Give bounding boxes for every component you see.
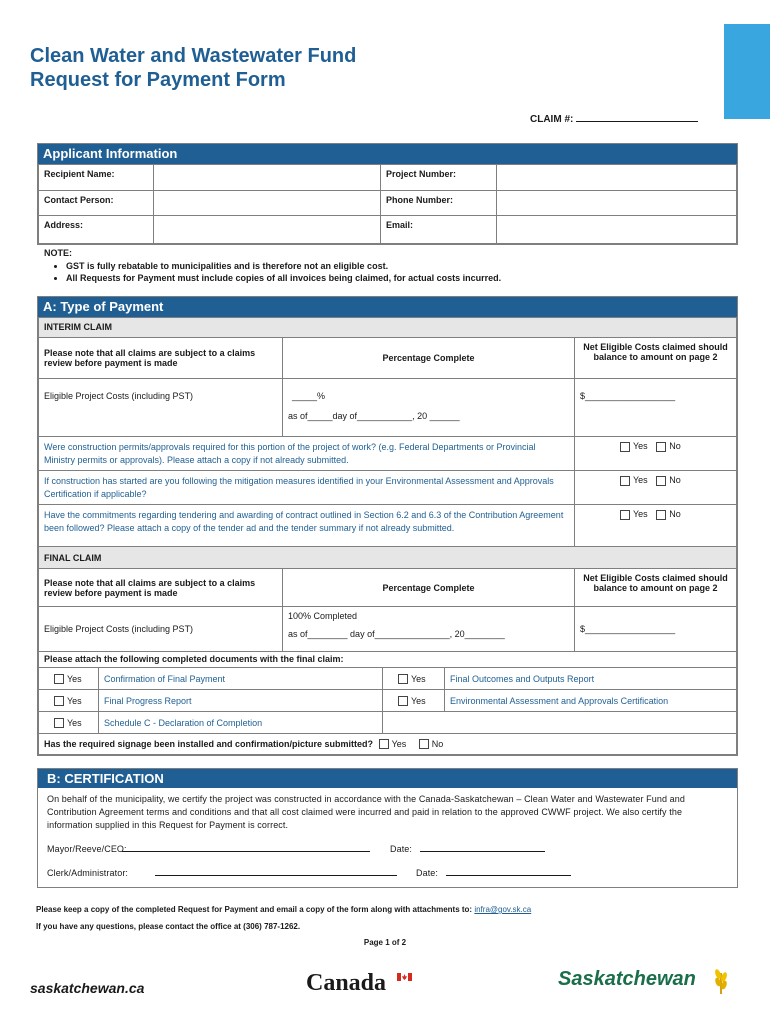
clerk-signature-field[interactable]	[155, 867, 397, 876]
wheat-icon	[710, 965, 732, 995]
yes-label: Yes	[633, 475, 648, 485]
no-label: No	[669, 441, 681, 451]
final-net-header: Net Eligible Costs claimed should balance to amount on page 2	[575, 569, 737, 607]
type-of-payment-section	[37, 296, 738, 756]
doc-outcomes-label: Final Outcomes and Outputs Report	[450, 673, 595, 684]
signage-question: Has the required signage been installed and confirmation/picture submitted?	[44, 738, 374, 749]
no-label: No	[431, 738, 444, 749]
clerk-date-field[interactable]	[446, 867, 571, 876]
permits-yes-checkbox[interactable]	[620, 442, 630, 452]
certification-statement: On behalf of the municipality, we certify the project was constructed in accordance with the Canada-Saskatchewan – Clean Water and Wastewater Fund and Contribution Agreement terms and conditions and that all cost claimed were incurred and paid in relation to the approved CWWF project. We also certify the information supplied in this Request for Payment is correct.	[47, 794, 685, 830]
tendering-no-checkbox[interactable]	[656, 510, 666, 520]
final-percentage-value: 100% Completed	[288, 611, 358, 621]
note-item: • All Requests for Payment must include copies of all invoices being claimed, for actual costs incurred.	[66, 272, 501, 285]
type-of-payment-heading: A: Type of Payment	[38, 297, 737, 317]
contact-instruction: If you have any questions, please contact the office at (306) 787-1262.	[36, 922, 301, 931]
claim-number	[530, 112, 698, 125]
doc-outcomes-checkbox[interactable]	[398, 674, 408, 684]
interim-net-header: Net Eligible Costs claimed should balance to amount on page 2	[575, 338, 737, 379]
certification-heading: B: CERTIFICATION	[38, 769, 737, 788]
interim-eligible-costs-label: Eligible Project Costs (including PST)	[39, 379, 283, 437]
doc-schedule-c-checkbox[interactable]	[54, 718, 64, 728]
yes-label: Yes	[67, 673, 82, 684]
applicant-section	[37, 143, 738, 245]
page-title	[30, 44, 356, 92]
yes-label: Yes	[391, 738, 407, 749]
title-line-1: Clean Water and Wastewater Fund	[30, 45, 357, 67]
final-claim-label: FINAL CLAIM	[39, 547, 737, 569]
title-line-2: Request for Payment Form	[30, 69, 286, 91]
mayor-signature-field[interactable]	[122, 843, 370, 852]
address-label: Address:	[39, 216, 154, 244]
interim-percentage-header: Percentage Complete	[283, 338, 575, 379]
project-number-label: Project Number:	[381, 165, 497, 191]
doc-progress-checkbox[interactable]	[54, 696, 64, 706]
interim-question-permits: Were construction permits/approvals required for this portion of the project of work? (e.g. Federal Departments or Provincial Ministry permits or approvals). Please attach a copy if not already submitted.	[39, 437, 575, 471]
contact-person-label: Contact Person:	[39, 191, 154, 216]
contact-person-field[interactable]	[154, 191, 381, 216]
interim-as-of-date[interactable]: as of_____day of___________, 20 ______	[288, 411, 460, 421]
mayor-date-field[interactable]	[420, 843, 545, 852]
no-label: No	[669, 475, 681, 485]
project-number-field[interactable]	[497, 165, 737, 191]
final-percentage-header: Percentage Complete	[283, 569, 575, 607]
doc-schedule-c-label: Schedule C - Declaration of Completion	[99, 712, 383, 733]
mitigation-yes-checkbox[interactable]	[620, 476, 630, 486]
page-number: Page 1 of 2	[363, 938, 407, 947]
page-tab-marker	[724, 24, 770, 119]
note-heading: NOTE:	[44, 248, 72, 258]
recipient-name-field[interactable]	[154, 165, 381, 191]
doc-progress-label: Final Progress Report	[99, 690, 383, 711]
email-instruction	[36, 905, 531, 914]
mayor-label: Mayor/Reeve/CEO:	[47, 844, 127, 854]
signage-yes-checkbox[interactable]	[379, 739, 389, 749]
doc-environmental-label: Environmental Assessment and Approvals Certification	[450, 695, 669, 706]
yes-label: Yes	[67, 717, 82, 728]
mitigation-no-checkbox[interactable]	[656, 476, 666, 486]
phone-number-label: Phone Number:	[381, 191, 497, 216]
date-label: Date:	[416, 868, 439, 878]
clerk-label: Clerk/Administrator:	[47, 868, 129, 878]
permits-no-checkbox[interactable]	[656, 442, 666, 452]
applicant-heading: Applicant Information	[38, 144, 737, 164]
email-field[interactable]	[497, 216, 737, 244]
date-label: Date:	[390, 844, 413, 854]
address-field[interactable]	[154, 216, 381, 244]
final-eligible-costs-label: Eligible Project Costs (including PST)	[39, 607, 283, 652]
tendering-yes-checkbox[interactable]	[620, 510, 630, 520]
signage-no-checkbox[interactable]	[419, 739, 429, 749]
interim-question-tendering: Have the commitments regarding tendering and awarding of contract outlined in Section 6.2 and 6.3 of the Contribution Agreement been followed? Please attach a copy of the tender ad and the tender summary if not already submitted.	[39, 505, 575, 547]
interim-review-note: Please note that all claims are subject to a claims review before payment is made	[39, 338, 283, 379]
claim-number-field[interactable]	[576, 112, 698, 122]
interim-percentage-field[interactable]: _____%	[292, 391, 326, 401]
no-label: No	[669, 509, 681, 519]
phone-number-field[interactable]	[497, 191, 737, 216]
final-review-note: Please note that all claims are subject to a claims review before payment is made	[39, 569, 283, 607]
email-instruction-text: Please keep a copy of the completed Request for Payment and email a copy of the form along with attachments to:	[36, 905, 473, 914]
saskatchewan-wordmark: Saskatchewan	[558, 968, 696, 990]
final-as-of-date[interactable]: as of________ day of_______________, 20________	[288, 629, 505, 639]
yes-label: Yes	[411, 673, 426, 684]
email-label: Email:	[381, 216, 497, 244]
yes-label: Yes	[633, 509, 648, 519]
final-attach-heading: Please attach the following completed documents with the final claim:	[39, 652, 737, 668]
saskatchewan-url: saskatchewan.ca	[30, 980, 145, 996]
certification-section	[37, 768, 738, 888]
recipient-name-label: Recipient Name:	[39, 165, 154, 191]
email-link[interactable]: infra@gov.sk.ca	[474, 905, 532, 914]
doc-confirmation-checkbox[interactable]	[54, 674, 64, 684]
claim-label: CLAIM #:	[530, 114, 574, 125]
interim-net-amount-field[interactable]: $__________________	[575, 379, 737, 437]
doc-environmental-checkbox[interactable]	[398, 696, 408, 706]
doc-confirmation-label: Confirmation of Final Payment	[99, 668, 383, 689]
note-item: • GST is fully rebatable to municipalities and is therefore not an eligible cost.	[66, 260, 501, 273]
yes-label: Yes	[67, 695, 82, 706]
interim-claim-label: INTERIM CLAIM	[39, 318, 737, 338]
yes-label: Yes	[411, 695, 426, 706]
yes-label: Yes	[633, 441, 648, 451]
canada-wordmark: Canada	[306, 970, 387, 996]
interim-question-mitigation: If construction has started are you following the mitigation measures identified in your Environmental Assessment and Approvals Certification if applicable?	[39, 471, 575, 505]
canada-flag-icon	[397, 973, 412, 981]
note-block	[44, 247, 501, 285]
final-net-amount-field[interactable]: $__________________	[575, 607, 737, 652]
